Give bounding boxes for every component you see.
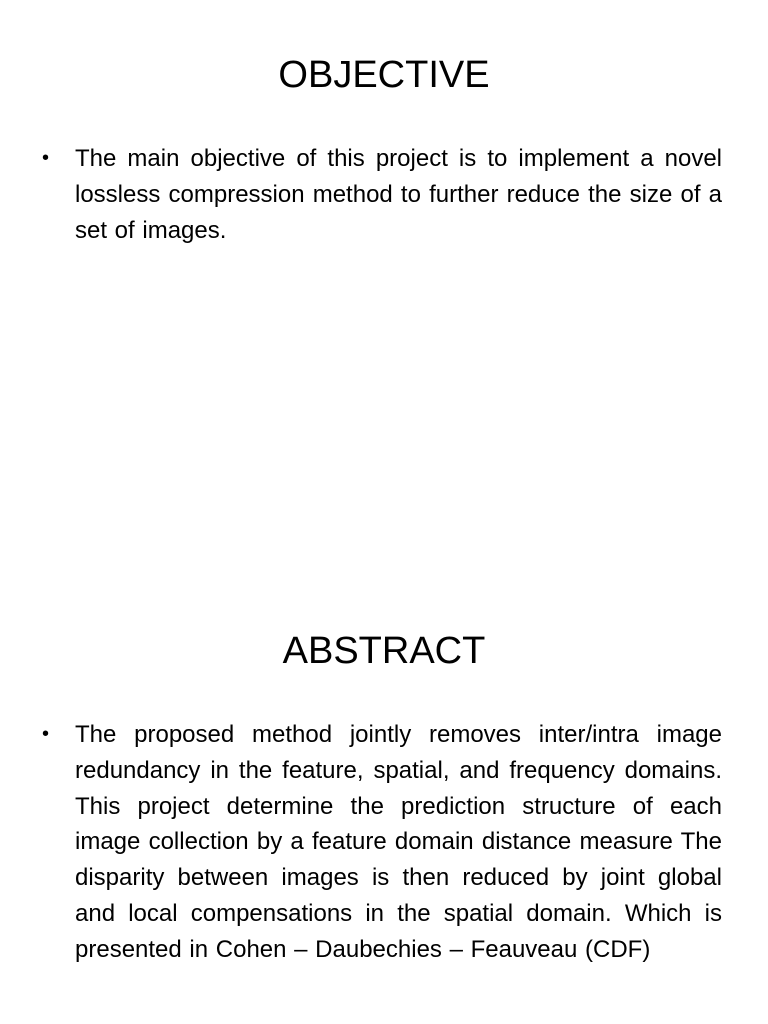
- abstract-title: ABSTRACT: [282, 630, 486, 672]
- objective-title: OBJECTIVE: [278, 54, 490, 96]
- abstract-text: The proposed method jointly removes inter/intra image redundancy in the feature, spatial, and frequency domains. This project determine the prediction structure of each image collection by a feature domain distance measure The disparity between images is then reduced by joint global and local compensations in the spatial domain. Which is presented in Cohen – Daubechies – Feauveau (CDF): [75, 721, 722, 963]
- abstract-bullet-item: [40, 717, 722, 968]
- abstract-slide: [0, 576, 768, 1024]
- objective-text: The main objective of this project is to implement a novel lossless compression method to further reduce the size of a set of images.: [75, 145, 722, 244]
- bullet-icon: •: [42, 147, 50, 169]
- bullet-icon: •: [42, 723, 50, 745]
- abstract-bullet-list: [40, 717, 722, 968]
- objective-bullet-list: [40, 141, 722, 248]
- objective-bullet-item: [40, 141, 722, 248]
